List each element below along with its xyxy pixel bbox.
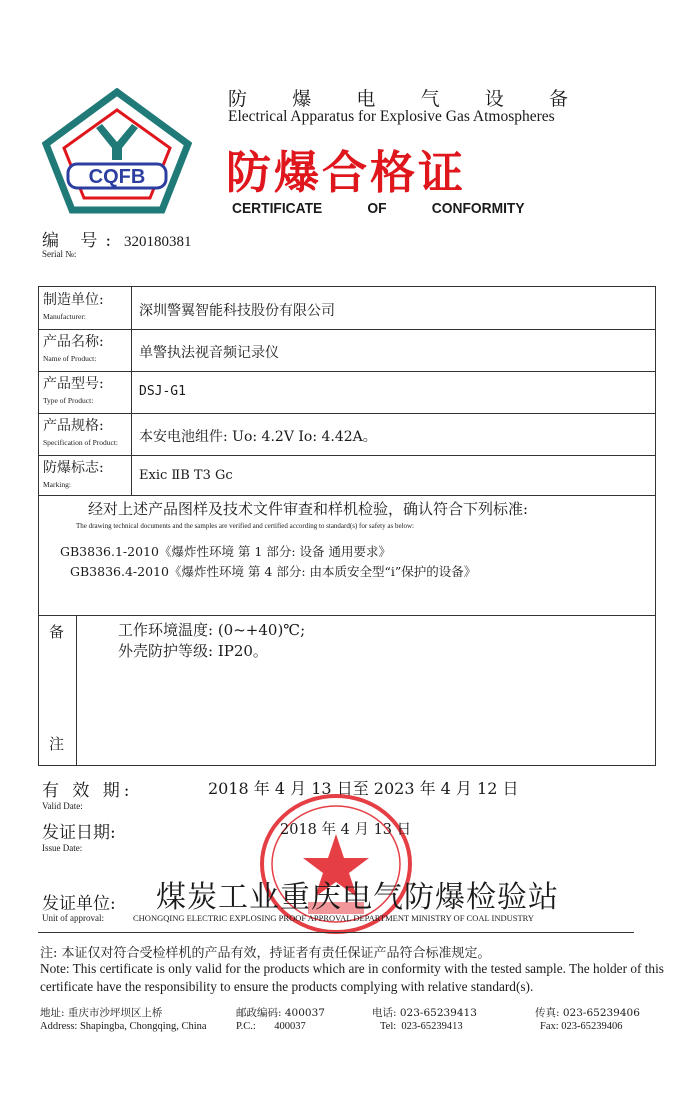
field-value: Exic ⅡB T3 Gc	[139, 468, 233, 483]
subtitle-word: CONFORMITY	[431, 200, 525, 217]
remarks-label-column	[39, 615, 77, 765]
field-label	[39, 329, 132, 371]
valid-date-value: 2018 年 4 月 13 日至 2023 年 4 月 12 日	[208, 779, 519, 798]
divider	[38, 932, 634, 933]
footer-fax-en: Fax: 023-65239406	[540, 1021, 623, 1032]
footer-fax: 传真: 023-65239406	[535, 1007, 640, 1019]
subtitle-word: CERTIFICATE	[232, 200, 323, 217]
standard-item: GB3836.4-2010《爆炸性环境 第 4 部分: 由本质安全型“i”保护的设备》	[70, 564, 477, 579]
header-char: 备	[548, 88, 568, 110]
footer-tel: 电话: 023-65239413	[372, 1007, 477, 1019]
issuing-unit-name: 煤炭工业重庆电气防爆检验站	[156, 880, 559, 915]
field-value: 深圳警翼智能科技股份有限公司	[139, 303, 335, 319]
issue-date-value: 2018 年 4 月 13 日	[280, 822, 412, 838]
unit-label-en: Unit of approval:	[42, 913, 104, 923]
serial-label-en: Serial №:	[42, 249, 77, 259]
field-row-specification	[39, 413, 655, 456]
header-char: 电	[356, 88, 376, 110]
standards-intro-en: The drawing technical documents and the samples are verified and certified according to standard(s) for safety as below:	[76, 522, 415, 530]
valid-date-label: 有 效 期:	[42, 781, 134, 801]
field-row-manufacturer	[39, 287, 655, 330]
remark-line: 工作环境温度: (0~+40)℃;	[118, 621, 306, 639]
field-label-cn: 产品名称:	[43, 334, 104, 350]
cqfb-logo	[42, 88, 192, 214]
field-label-en: Manufacturer:	[43, 312, 86, 321]
remarks-label-top: 备	[49, 623, 65, 641]
serial-number: 320180381	[124, 234, 192, 250]
field-label	[39, 371, 132, 413]
field-value: 单警执法视音频记录仪	[139, 345, 279, 361]
unit-label: 发证单位:	[42, 894, 116, 914]
field-row-product-name	[39, 329, 655, 372]
field-row-marking	[39, 455, 655, 496]
certificate-subtitle	[232, 200, 525, 217]
valid-date-label-en: Valid Date:	[42, 801, 83, 811]
note-cn: 注: 本证仅对符合受检样机的产品有效，持证者有责任保证产品符合标准规定。	[40, 946, 491, 961]
field-label	[39, 455, 132, 495]
header-char: 设	[484, 88, 504, 110]
field-row-product-type	[39, 371, 655, 414]
footer-postcode: 邮政编码: 400037	[236, 1007, 325, 1019]
footer-address: 地址: 重庆市沙坪坝区上桥	[40, 1007, 163, 1019]
field-value: DSJ-G1	[139, 384, 186, 399]
field-label	[39, 287, 132, 329]
footer-address-en: Address: Shapingba, Chongqing, China	[40, 1021, 207, 1032]
header-char: 气	[420, 88, 440, 110]
certificate-title: 防爆合格证	[226, 146, 467, 199]
field-label-en: Type of Product:	[43, 396, 94, 405]
field-label-en: Specification of Product:	[43, 438, 118, 447]
note-en: Note: This certificate is only valid for the products which are in conformity with the tested sample. The holder of this certificate have the responsibility to ensure the products complying with relative standard(s).	[40, 961, 664, 994]
header-en-title: Electrical Apparatus for Explosive Gas Atmospheres	[228, 108, 555, 125]
field-label-cn: 制造单位:	[43, 292, 104, 308]
issuing-unit-name-en: CHONGQING ELECTRIC EXPLOSING PROOF APPROVAL DEPARTMENT MINISTRY OF COAL INDUSTRY	[133, 913, 535, 923]
field-label-cn: 产品型号:	[43, 376, 104, 392]
field-label-cn: 产品规格:	[43, 418, 104, 434]
field-label-cn: 防爆标志:	[43, 460, 104, 476]
standard-item: GB3836.1-2010《爆炸性环境 第 1 部分: 设备 通用要求》	[60, 544, 391, 559]
header-cn-title	[228, 84, 568, 111]
header-char: 爆	[292, 88, 312, 110]
remark-line: 外壳防护等级: IP20。	[118, 642, 268, 660]
standards-intro: 经对上述产品图样及技术文件审查和样机检验，确认符合下列标准:	[88, 500, 529, 518]
field-value: 本安电池组件: Uo: 4.2V Io: 4.42A。	[139, 429, 377, 445]
footer-postcode-en: P.C.: 400037	[236, 1021, 306, 1032]
issue-date-label-en: Issue Date:	[42, 843, 83, 853]
field-label-en: Name of Product:	[43, 354, 97, 363]
field-label-en: Marking:	[43, 480, 71, 489]
issue-date-label: 发证日期:	[42, 823, 116, 843]
remarks-label-bottom: 注	[49, 735, 65, 753]
field-label	[39, 413, 132, 455]
header-char: 防	[228, 88, 248, 110]
svg-text:CQFB: CQFB	[88, 166, 146, 188]
subtitle-word: OF	[367, 200, 387, 217]
serial-label: 编 号:	[42, 231, 120, 251]
footer-tel-en: Tel: 023-65239413	[380, 1021, 463, 1032]
